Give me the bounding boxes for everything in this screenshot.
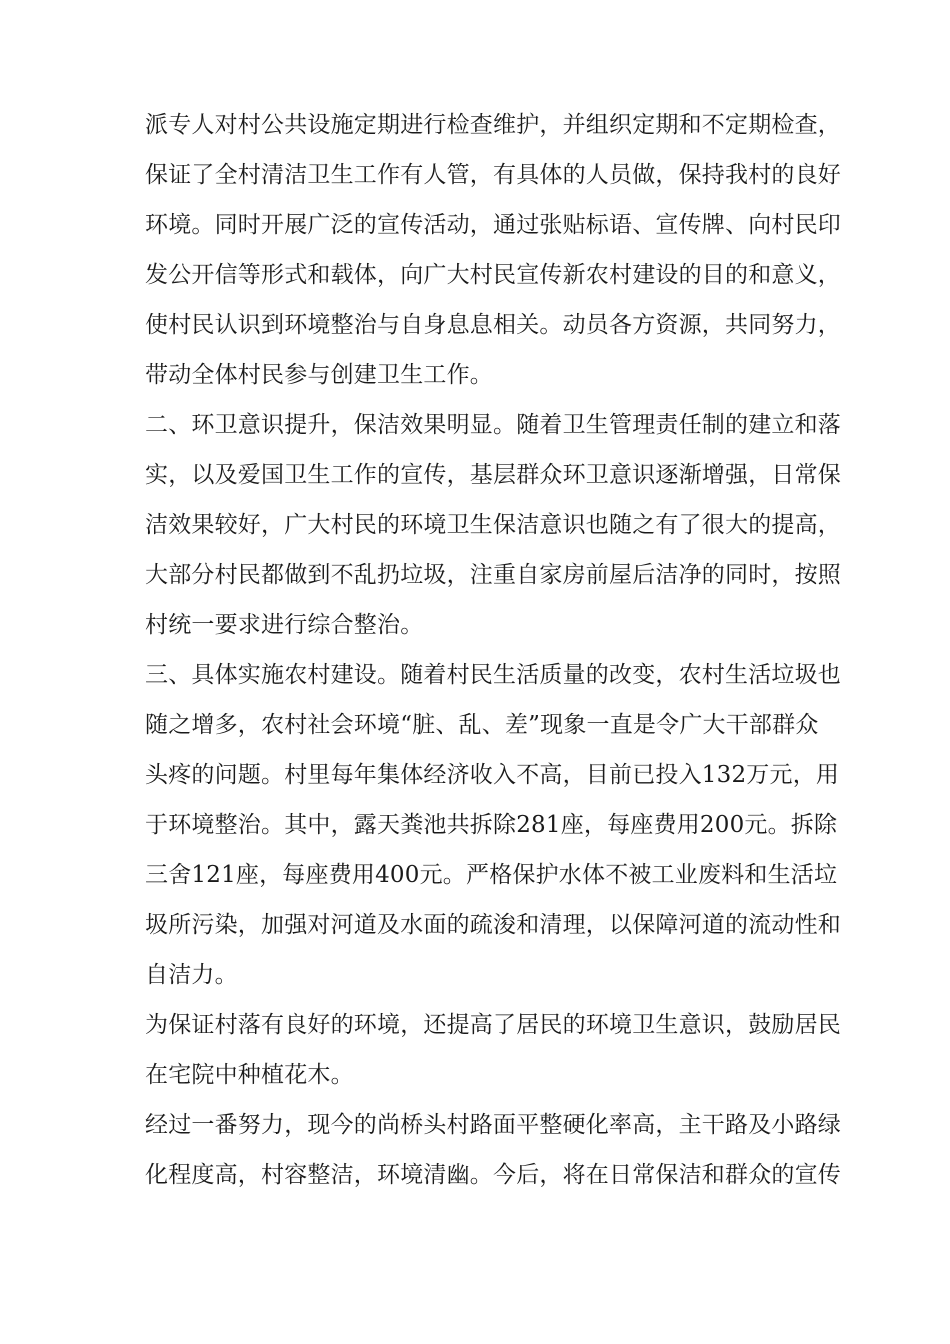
text-line: 自洁力。 (145, 962, 238, 988)
text-line: 于环境整治。其中，露天粪池共拆除281座，每座费用200元。拆除 (145, 812, 838, 838)
text-line: 使村民认识到环境整治与自身息息相关。动员各方资源，共同努力， (145, 312, 841, 338)
text-line: 实，以及爱国卫生工作的宣传，基层群众环卫意识逐渐增强，日常保 (145, 462, 841, 488)
text-line: 大部分村民都做到不乱扔垃圾，注重自家房前屋后洁净的同时，按照 (145, 562, 841, 588)
text-line: 带动全体村民参与创建卫生工作。 (145, 362, 493, 388)
text-line: 三、具体实施农村建设。随着村民生活质量的改变，农村生活垃圾也 (145, 662, 841, 688)
text-line: 村统一要求进行综合整治。 (145, 612, 424, 638)
text-line: 发公开信等形式和载体，向广大村民宣传新农村建设的目的和意义， (145, 262, 841, 288)
text-line: 化程度高，村容整洁，环境清幽。今后，将在日常保洁和群众的宣传 (145, 1162, 841, 1188)
text-line: 随之增多，农村社会环境“脏、乱、差”现象一直是令广大干部群众 (145, 712, 819, 738)
document-body (145, 100, 841, 1200)
text-line: 洁效果较好，广大村民的环境卫生保洁意识也随之有了很大的提高， (145, 512, 841, 538)
text-line: 在宅院中种植花木。 (145, 1062, 354, 1088)
text-line: 三舍121座，每座费用400元。严格保护水体不被工业废料和生活垃 (145, 862, 838, 888)
text-line: 头疼的问题。村里每年集体经济收入不高，目前已投入132万元，用 (145, 762, 840, 788)
text-line: 保证了全村清洁卫生工作有人管，有具体的人员做，保持我村的良好 (145, 162, 841, 188)
text-line: 圾所污染，加强对河道及水面的疏浚和清理，以保障河道的流动性和 (145, 912, 841, 938)
text-line: 二、环卫意识提升，保洁效果明显。随着卫生管理责任制的建立和落 (145, 412, 841, 438)
text-line: 环境。同时开展广泛的宣传活动，通过张贴标语、宣传牌、向村民印 (145, 212, 841, 238)
text-line: 为保证村落有良好的环境，还提高了居民的环境卫生意识，鼓励居民 (145, 1012, 841, 1038)
text-line: 派专人对村公共设施定期进行检查维护，并组织定期和不定期检查， (145, 112, 841, 138)
text-line: 经过一番努力，现今的尚桥头村路面平整硬化率高，主干路及小路绿 (145, 1112, 841, 1138)
